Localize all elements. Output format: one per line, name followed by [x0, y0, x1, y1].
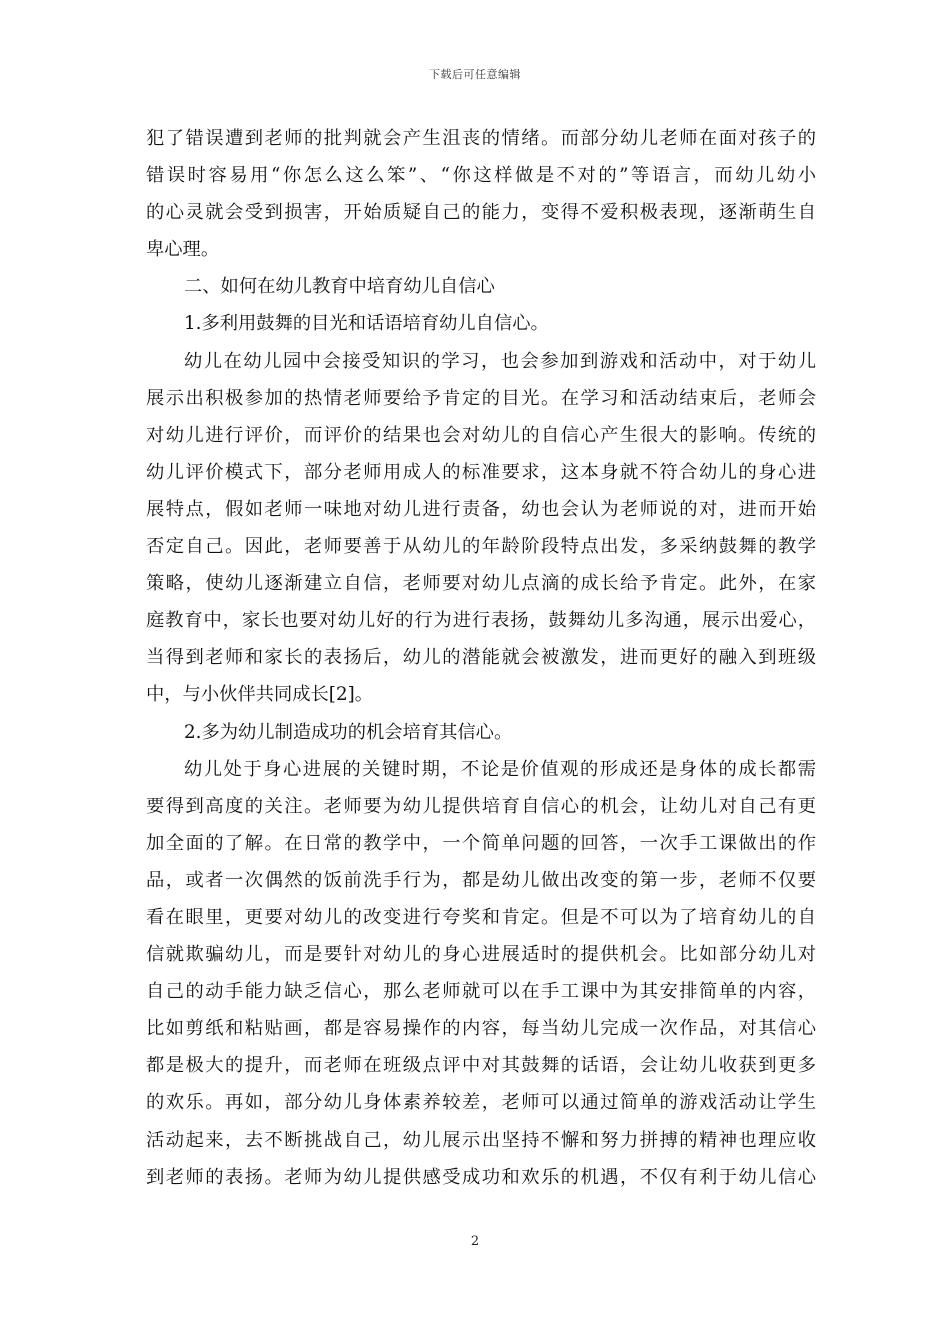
text-line: 看在眼里，更要对幼儿的改变进行夸奖和肯定。但是不可以为了培育幼儿的自	[146, 906, 816, 928]
text-line: 的欢乐。再如，部分幼儿身体素养较差，老师可以通过简单的游戏活动让学生	[146, 1092, 816, 1114]
text-line: 卑心理。	[146, 239, 220, 261]
text-line: 的心灵就会受到损害，开始质疑自己的能力，变得不爱积极表现，逐渐萌生自	[146, 202, 816, 224]
subsection-heading: 1.多利用鼓舞的目光和话语培育幼儿自信心。	[184, 313, 549, 335]
text-line: 庭教育中，家长也要对幼儿好的行为进行表扬，鼓舞幼儿多沟通，展示出爱心，	[146, 610, 816, 632]
text-line: 自己的动手能力缺乏信心，那么老师就可以在手工课中为其安排简单的内容，	[146, 981, 816, 1003]
text-line: 展示出积极参加的热情老师要给予肯定的目光。在学习和活动结束后，老师会	[146, 387, 816, 409]
page-header: 下载后可任意编辑	[429, 68, 521, 81]
subsection-heading: 2.多为幼儿制造成功的机会培育其信心。	[184, 721, 513, 743]
text-line: 策略，使幼儿逐渐建立自信，老师要对幼儿点滴的成长给予肯定。此外，在家	[146, 573, 816, 595]
text-line: 中，与小伙伴共同成长[2]。	[146, 684, 373, 706]
text-line: 都是极大的提升，而老师在班级点评中对其鼓舞的话语，会让幼儿收获到更多	[146, 1055, 816, 1077]
text-line: 对幼儿进行评价，而评价的结果也会对幼儿的自信心产生很大的影响。传统的	[146, 424, 816, 446]
text-line: 信就欺骗幼儿，而是要针对幼儿的身心进展适时的提供机会。比如部分幼儿对	[146, 944, 816, 966]
page-number: 2	[470, 1234, 480, 1249]
text-line: 比如剪纸和粘贴画，都是容易操作的内容，每当幼儿完成一次作品，对其信心	[146, 1018, 816, 1040]
text-line: 加全面的了解。在日常的教学中，一个简单问题的回答，一次手工课做出的作	[146, 832, 816, 854]
text-line: 错误时容易用“你怎么这么笨”、“你这样做是不对的”等语言，而幼儿幼小	[146, 165, 816, 187]
text-line: 否定自己。因此，老师要善于从幼儿的年龄阶段特点出发，多采纳鼓舞的教学	[146, 536, 816, 558]
text-line: 展特点，假如老师一味地对幼儿进行责备，幼也会认为老师说的对，进而开始	[146, 498, 816, 520]
text-line: 幼儿处于身心进展的关键时期，不论是价值观的形成还是身体的成长都需	[184, 758, 816, 780]
text-line: 要得到高度的关注。老师要为幼儿提供培育自信心的机会，让幼儿对自己有更	[146, 795, 816, 817]
section-heading: 二、如何在幼儿教育中培育幼儿自信心	[184, 276, 495, 298]
text-line: 幼儿评价模式下，部分老师用成人的标准要求，这本身就不符合幼儿的身心进	[146, 461, 816, 483]
text-line: 活动起来，去不断挑战自己，幼儿展示出坚持不懈和努力拼搏的精神也理应收	[146, 1129, 816, 1151]
text-line: 幼儿在幼儿园中会接受知识的学习，也会参加到游戏和活动中，对于幼儿	[184, 350, 816, 372]
text-line: 到老师的表扬。老师为幼儿提供感受成功和欢乐的机遇，不仅有利于幼儿信心	[146, 1166, 816, 1188]
text-line: 犯了错误遭到老师的批判就会产生沮丧的情绪。而部分幼儿老师在面对孩子的	[146, 128, 816, 149]
document-body	[146, 120, 816, 1196]
text-line: 品，或者一次偶然的饭前洗手行为，都是幼儿做出改变的第一步，老师不仅要	[146, 869, 816, 891]
text-line: 当得到老师和家长的表扬后，幼儿的潜能就会被激发，进而更好的融入到班级	[146, 647, 816, 669]
